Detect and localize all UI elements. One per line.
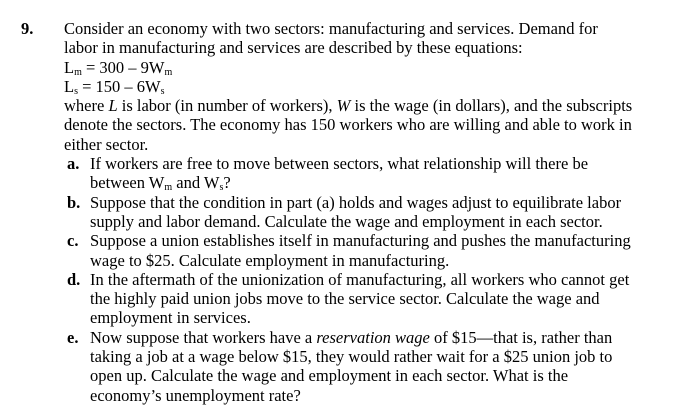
- part-e-line-1: [90, 328, 684, 347]
- where-line-3: either sector.: [64, 134, 149, 154]
- part-a-sub-s: s: [219, 182, 224, 194]
- part-e-l1-post: of $15—that is, rather than: [429, 327, 613, 347]
- eq2-lhs-sub: s: [74, 85, 78, 97]
- part-label: d.: [67, 269, 81, 289]
- where-line-1: [64, 96, 684, 115]
- part-b: [64, 193, 684, 232]
- part-d-line-3: employment in services.: [90, 308, 251, 328]
- parts-list: [64, 154, 684, 405]
- part-a-sub-m: m: [164, 182, 173, 194]
- eq1-lhs: L: [64, 57, 75, 77]
- eq1-rhs: = 300 – 9W: [81, 57, 165, 77]
- part-label: c.: [67, 231, 79, 251]
- where-L: L: [108, 96, 118, 116]
- part-b-line-2: supply and labor demand. Calculate the wage and employment in each sector.: [90, 211, 603, 231]
- part-a-line-2: [90, 173, 684, 192]
- question-number: 9.: [21, 19, 34, 38]
- part-c: [64, 231, 684, 270]
- part-label: a.: [67, 154, 80, 174]
- part-c-line-1: Suppose a union establishes itself in manufacturing and pushes the manufacturing: [90, 231, 631, 251]
- intro-line-1: Consider an economy with two sectors: manufacturing and services. Demand for: [64, 19, 598, 38]
- eq2-rhs-sub: s: [160, 85, 165, 97]
- eq1-lhs-sub: m: [74, 66, 82, 78]
- part-d-line-2: the highly paid union jobs move to the service sector. Calculate the wage and: [90, 289, 600, 309]
- part-e-l1-pre: Now suppose that workers have a: [90, 327, 317, 347]
- part-a-line-1: If workers are free to move between sectors, what relationship will there be: [90, 154, 589, 174]
- part-e-line-3: open up. Calculate the wage and employment in each sector. What is the: [90, 366, 569, 386]
- part-e: [64, 328, 684, 405]
- eq2-lhs: L: [64, 76, 75, 96]
- part-d-line-1: In the aftermath of the unionization of manufacturing, all workers who cannot get: [90, 269, 630, 289]
- part-a-l2-mid: and W: [172, 173, 220, 193]
- eq1-rhs-sub: m: [164, 66, 173, 78]
- where-mid1: is labor (in number of workers),: [117, 96, 337, 116]
- part-label: e.: [67, 327, 79, 347]
- part-e-line-2: taking a job at a wage below $15, they would rather wait for a $25 union job to: [90, 347, 613, 367]
- where-pre: where: [64, 96, 109, 116]
- where-line-2: denote the sectors. The economy has 150 workers who are willing and able to work in: [64, 115, 632, 135]
- part-b-line-1: Suppose that the condition in part (a) holds and wages adjust to equilibrate labor: [90, 192, 622, 212]
- part-a-l2-post: ?: [223, 173, 231, 193]
- part-e-emphasis: reservation wage: [316, 327, 430, 347]
- where-mid2: is the wage (in dollars), and the subscripts: [350, 96, 633, 116]
- intro-line-2: labor in manufacturing and services are described by these equations:: [64, 38, 523, 58]
- part-a: [64, 154, 684, 193]
- part-label: b.: [67, 192, 81, 212]
- eq2-rhs: = 150 – 6W: [78, 76, 161, 96]
- question-body: [64, 19, 684, 405]
- where-W: W: [336, 96, 351, 116]
- part-a-l2-pre: between W: [90, 173, 165, 193]
- equation-services: [64, 77, 684, 96]
- part-e-line-4: economy’s unemployment rate?: [90, 385, 301, 405]
- part-c-line-2: wage to $25. Calculate employment in manufacturing.: [90, 250, 450, 270]
- equation-manufacturing: [64, 58, 684, 77]
- part-d: [64, 270, 684, 328]
